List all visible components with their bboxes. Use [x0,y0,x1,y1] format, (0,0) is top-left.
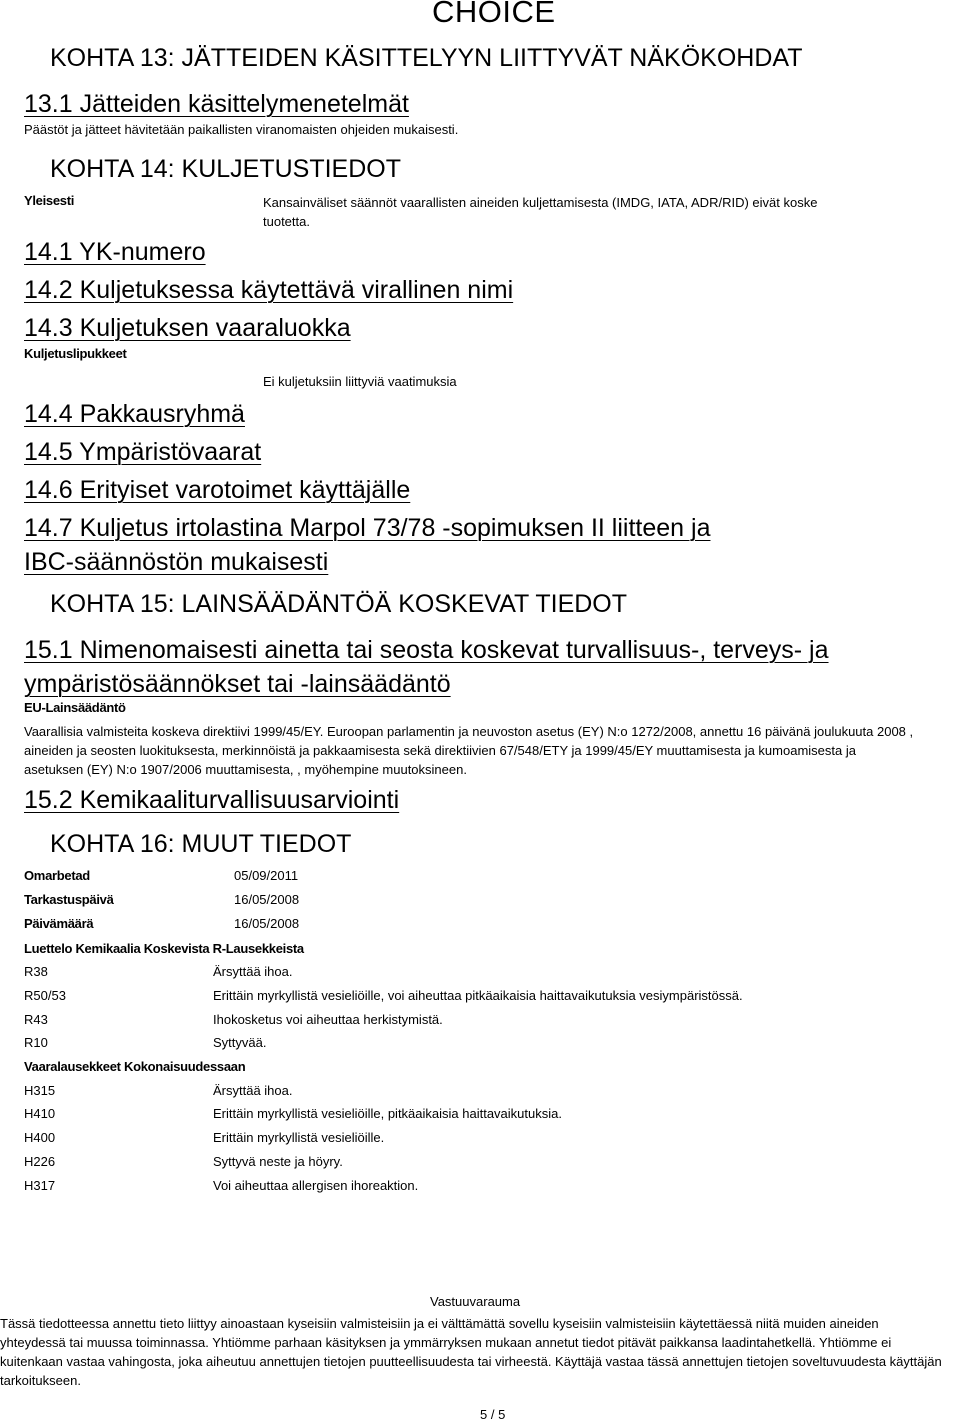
subsection-14-3-heading: 14.3 Kuljetuksen vaaraluokka [24,314,351,342]
subsection-14-7-heading-line1: 14.7 Kuljetus irtolastina Marpol 73/78 -sopimuksen II liitteen ja [24,514,711,542]
transport-labels-text: Ei kuljetuksiin liittyviä vaatimuksia [263,374,457,389]
page-number: 5 / 5 [480,1407,506,1422]
h-phrase-text: Ärsyttää ihoa. [213,1083,293,1098]
r-phrases-title: Luettelo Kemikaalia Koskevista R-Lausekkeista [24,941,304,956]
disclaimer-title: Vastuuvarauma [430,1294,521,1309]
subsection-13-1-heading: 13.1 Jätteiden käsittelymenetelmät [24,90,409,118]
subsection-15-1-heading-line1: 15.1 Nimenomaisesti ainetta tai seosta koskevat turvallisuus-, terveys- ja [24,636,829,664]
revised-date-label: Omarbetad [24,868,90,883]
subsection-15-2-heading: 15.2 Kemikaaliturvallisuusarviointi [24,786,400,814]
review-date-label: Tarkastuspäivä [24,892,114,907]
r-phrase-text: Ärsyttää ihoa. [213,964,293,979]
h-phrase-text: Erittäin myrkyllistä vesieliöille, pitkäaikaisia haittavaikutuksia. [213,1106,562,1121]
r-phrase-text: Ihokosketus voi aiheuttaa herkistymistä. [213,1012,443,1027]
section-15-heading: KOHTA 15: LAINSÄÄDÄNTÖÄ KOSKEVAT TIEDOT [50,590,628,618]
section-16-heading: KOHTA 16: MUUT TIEDOT [50,830,352,858]
section-14-heading: KOHTA 14: KULJETUSTIEDOT [50,155,402,183]
h-phrase-code: H226 [24,1154,56,1169]
subsection-14-2-heading: 14.2 Kuljetuksessa käytettävä virallinen nimi [24,276,514,304]
r-phrase-code: R10 [24,1035,48,1050]
r-phrase-code: R50/53 [24,988,66,1003]
r-phrase-text: Erittäin myrkyllistä vesieliöille, voi aiheuttaa pitkäaikaisia haittavaikutuksia vesiympäristössä. [213,988,743,1003]
h-phrase-code: H400 [24,1130,56,1145]
subsection-14-1-heading: 14.1 YK-numero [24,238,206,266]
disclaimer-text: Tässä tiedotteessa annettu tieto liittyy ainoastaan kyseisiin valmisteisiin ja ei välttämättä sovellu kyseisiin valmisteisiin käytettäessä niitä muiden aineiden yhteydessä tai muussa toiminnassa. Yhtiömme parhaan käsityksen ja ymmärryksen mukaan annetut tiedot pitävät paikkansa laadintahetkellä. Yhtiömme ei kuitenkaan vastaa vahingosta, joka aiheutuu annettujen tietojen puutteellisuudesta tai virheestä. Käyttäjä vastaa tässä annettujen tietojen soveltuvuudesta käyttäjän tarkoitukseen. [0,1316,942,1388]
transport-labels-label: Kuljetuslipukkeet [24,346,127,361]
subsection-13-1-text: Päästöt ja jätteet hävitetään paikallisten viranomaisten ohjeiden mukaisesti. [24,122,459,137]
h-phrase-text: Erittäin myrkyllistä vesieliöille. [213,1130,385,1145]
subsection-14-6-heading: 14.6 Erityiset varotoimet käyttäjälle [24,476,411,504]
general-label: Yleisesti [24,193,75,208]
date-label: Päivämäärä [24,916,94,931]
revised-date-value: 05/09/2011 [234,868,299,883]
general-text-line1: Kansainväliset säännöt vaarallisten aineiden kuljettamisesta (IMDG, IATA, ADR/RID) eivät koske [263,195,818,210]
h-phrase-code: H317 [24,1178,56,1193]
section-13-heading: KOHTA 13: JÄTTEIDEN KÄSITTELYYN LIITTYVÄT NÄKÖKOHDAT [50,44,803,72]
h-phrase-text: Voi aiheuttaa allergisen ihoreaktion. [213,1178,419,1193]
h-phrases-title: Vaaralausekkeet Kokonaisuudessaan [24,1059,246,1074]
brand-logo-text: CHOICE [432,0,556,29]
r-phrase-code: R38 [24,964,48,979]
h-phrase-text: Syttyvä neste ja höyry. [213,1154,343,1169]
review-date-value: 16/05/2008 [234,892,300,907]
subsection-14-5-heading: 14.5 Ympäristövaarat [24,438,262,466]
eu-legislation-text: Vaarallisia valmisteita koskeva direktiivi 1999/45/EY. Euroopan parlamentin ja neuvoston asetus (EY) N:o 1272/2008, annettu 16 päivänä joulukuuta 2008 , aineiden ja seosten luokituksesta, merkinnöistä ja pakkaamisesta sekä direktiivien 67/548/ETY ja 1999/45/EY muuttamisesta ja kumoamisesta ja asetuksen (EY) N:o 1907/2006 muuttamisesta, , myöhempine muutoksineen. [24,724,914,777]
h-phrase-code: H315 [24,1083,56,1098]
r-phrase-code: R43 [24,1012,48,1027]
h-phrase-code: H410 [24,1106,56,1121]
date-value: 16/05/2008 [234,916,300,931]
subsection-14-7-heading-line2: IBC-säännöstön mukaisesti [24,548,329,576]
r-phrase-text: Syttyvää. [213,1035,267,1050]
general-text-line2: tuotetta. [263,214,310,229]
subsection-14-4-heading: 14.4 Pakkausryhmä [24,400,245,428]
eu-legislation-label: EU-Lainsäädäntö [24,700,126,715]
subsection-15-1-heading-line2: ympäristösäännökset tai -lainsäädäntö [24,670,451,698]
